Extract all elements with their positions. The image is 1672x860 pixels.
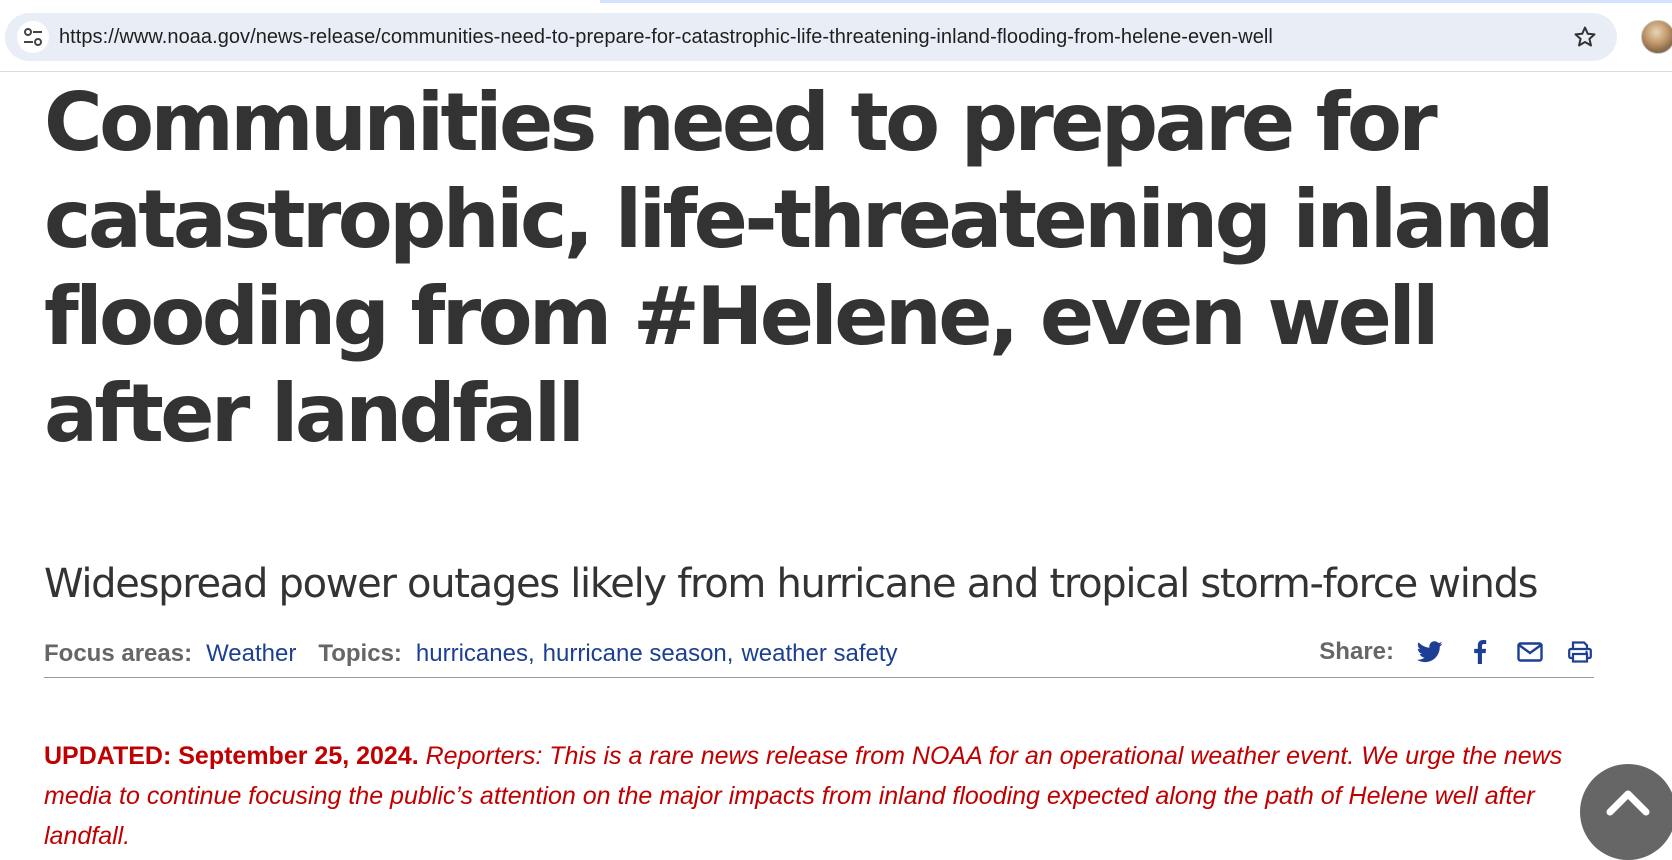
star-icon: [1573, 25, 1597, 49]
article-meta: [44, 638, 1594, 678]
facebook-icon[interactable]: [1466, 638, 1494, 666]
topic-link-hurricane-season[interactable]: hurricane season: [542, 640, 727, 667]
site-info-button[interactable]: [17, 21, 49, 53]
separator: ,: [527, 640, 535, 667]
chevron-up-icon: [1606, 788, 1650, 816]
back-to-top-button[interactable]: [1580, 764, 1672, 860]
share-bar: [1319, 638, 1594, 666]
update-text: Reporters: This is a rare news release from NOAA for an operational weather event. We urge the news media to continue focusing the public’s attention on the major impacts from inland flooding expected along the path of Helene well after landfall.: [44, 742, 1563, 850]
topics-label: Topics:: [318, 640, 402, 667]
taxonomy: [44, 640, 898, 668]
tune-icon: [22, 26, 44, 48]
share-label: Share:: [1319, 638, 1394, 665]
topic-link-weather-safety[interactable]: weather safety: [741, 640, 898, 667]
twitter-icon[interactable]: [1416, 638, 1444, 666]
tab-strip-accent: [600, 0, 1672, 3]
update-notice: [44, 736, 1604, 856]
browser-toolbar: [0, 0, 1672, 72]
bookmark-button[interactable]: [1571, 23, 1599, 51]
print-icon[interactable]: [1566, 638, 1594, 666]
page-subtitle: Widespread power outages likely from hurricane and tropical storm-force winds: [44, 561, 1538, 607]
page-title: Communities need to prepare for catastrophic, life-threatening inland flooding from #Helene, even well after landfall: [44, 76, 1551, 460]
focus-areas-label: Focus areas:: [44, 640, 193, 667]
avatar[interactable]: [1641, 20, 1672, 54]
topic-link-hurricanes[interactable]: hurricanes: [415, 640, 528, 667]
address-bar[interactable]: [5, 13, 1617, 61]
focus-area-link-weather[interactable]: Weather: [206, 640, 297, 667]
email-icon[interactable]: [1516, 638, 1544, 666]
separator: ,: [726, 640, 734, 667]
url-text[interactable]: https://www.noaa.gov/news-release/communities-need-to-prepare-for-catastrophic-life-threatening-inland-flooding-from-helene-even-well: [59, 26, 1273, 48]
update-label: UPDATED: September 25, 2024.: [44, 742, 419, 770]
